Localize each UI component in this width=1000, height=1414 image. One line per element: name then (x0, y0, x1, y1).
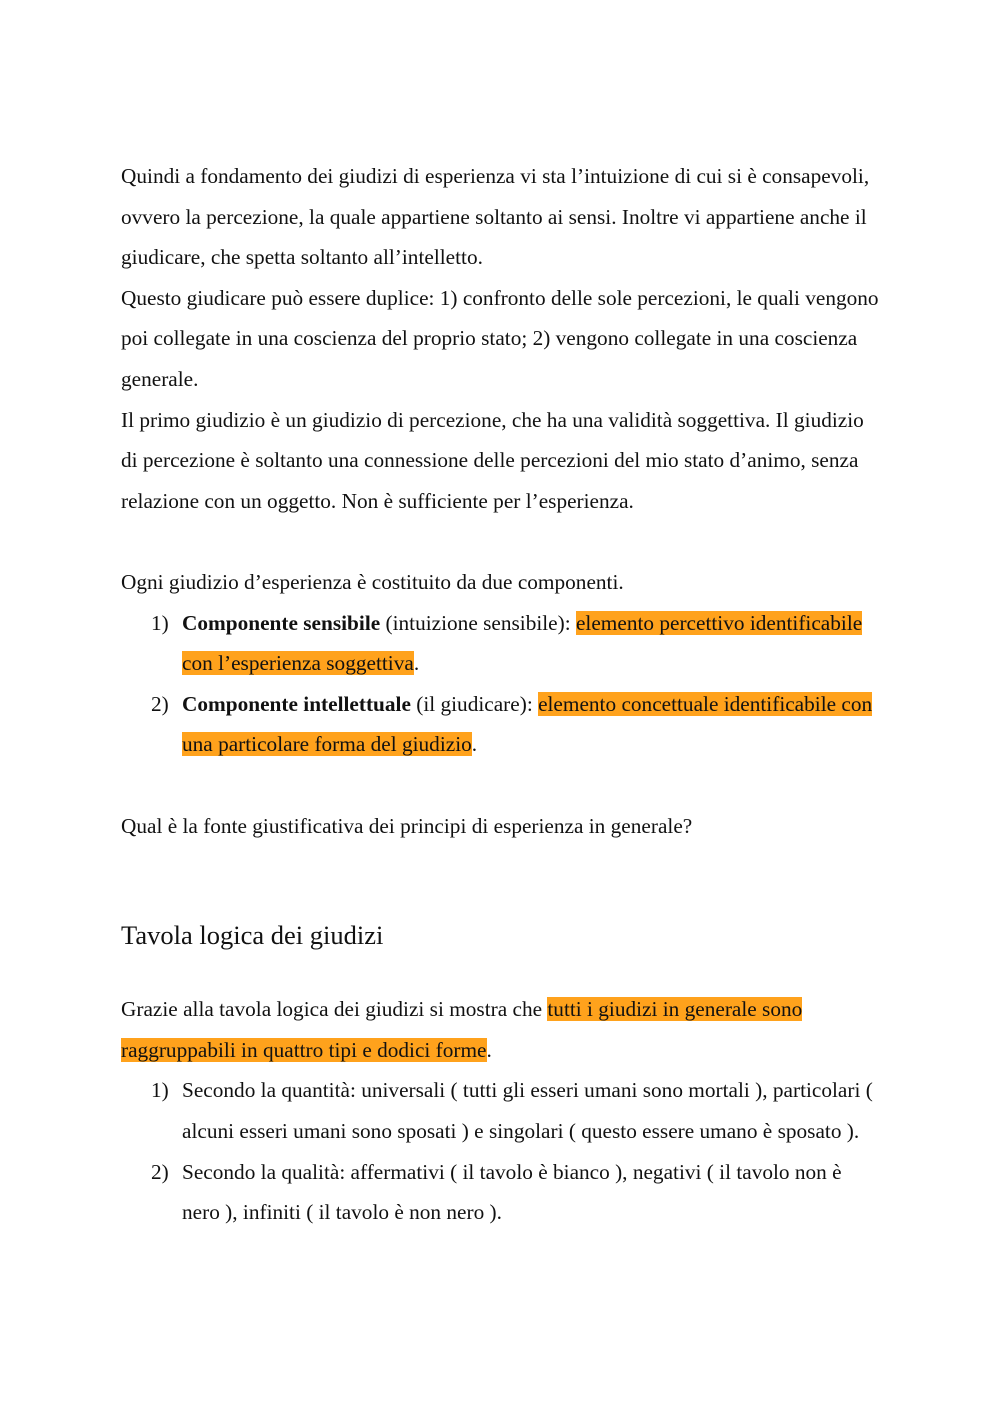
spacer (121, 846, 881, 887)
term-componente-intellettuale: Componente intellettuale (182, 691, 411, 716)
spacer (121, 887, 881, 915)
highlighted-text: tutti i giudizi in generale sono raggruppabili in quattro tipi e dodici forme (121, 997, 803, 1062)
punctuation: . (486, 1037, 492, 1062)
paragraph-tavola-intro (121, 989, 881, 1070)
list-item-text: Secondo la qualità: affermativi ( il tavolo è bianco ), negativi ( il tavolo non è nero ), infiniti ( il tavolo è non nero ). (182, 1159, 842, 1225)
list-item-componente-intellettuale (151, 684, 881, 765)
list-number: 1) (151, 1078, 169, 1103)
spacer (121, 955, 881, 989)
term-description: (intuizione sensibile): (380, 610, 576, 635)
spacer (121, 521, 881, 562)
paragraph-giudizio-percezione: Il primo giudizio è un giudizio di percezione, che ha una validità soggettiva. Il giudizio di percezione è soltanto una connessione delle percezioni del mio stato d’animo, senza relazione con un oggetto. Non è sufficiente per l’esperienza. (121, 407, 864, 513)
term-componente-sensibile: Componente sensibile (182, 610, 381, 635)
intro-text: Grazie alla tavola logica dei giudizi si mostra che (121, 997, 548, 1022)
spacer (121, 765, 881, 806)
list-number: 2) (151, 1159, 169, 1184)
paragraph-intuizione: Quindi a fondamento dei giudizi di esperienza vi sta l’intuizione di cui si è consapevoli, ovvero la percezione, la quale appartiene soltanto ai sensi. Inoltre vi appartiene anche il giudicare, che spetta soltanto all’intelletto. (121, 164, 870, 270)
list-item-text: Secondo la quantità: universali ( tutti gli esseri umani sono mortali ), particolari ( alcuni esseri umani sono sposati ) e singolari ( questo essere umano è sposato ). (182, 1078, 873, 1144)
section-heading: Tavola logica dei giudizi (121, 919, 384, 950)
term-description: (il giudicare): (410, 691, 539, 716)
paragraph-question: Qual è la fonte giustificativa dei principi di esperienza in generale? (121, 813, 693, 838)
document-page (121, 156, 881, 1233)
list-item-qualita (151, 1152, 881, 1233)
highlighted-text: elemento concettuale identificabile con una particolare forma del giudizio (182, 691, 873, 757)
paragraph-giudicare-duplice: Questo giudicare può essere duplice: 1) confronto delle sole percezioni, le quali vengono poi collegate in una coscienza del proprio stato; 2) vengono collegate in una coscienza generale. (121, 285, 879, 391)
list-number: 2) (151, 691, 169, 716)
components-list (121, 603, 881, 765)
judgment-types-list (121, 1070, 881, 1232)
list-item-quantita (151, 1070, 881, 1151)
list-item-componente-sensibile (151, 603, 881, 684)
punctuation: . (471, 732, 478, 757)
paragraph-componenti: Ogni giudizio d’esperienza è costituito da due componenti. (121, 569, 624, 594)
punctuation: . (413, 651, 420, 676)
highlighted-text: elemento percettivo identificabile con l’esperienza soggettiva (182, 610, 863, 676)
list-number: 1) (151, 610, 169, 635)
